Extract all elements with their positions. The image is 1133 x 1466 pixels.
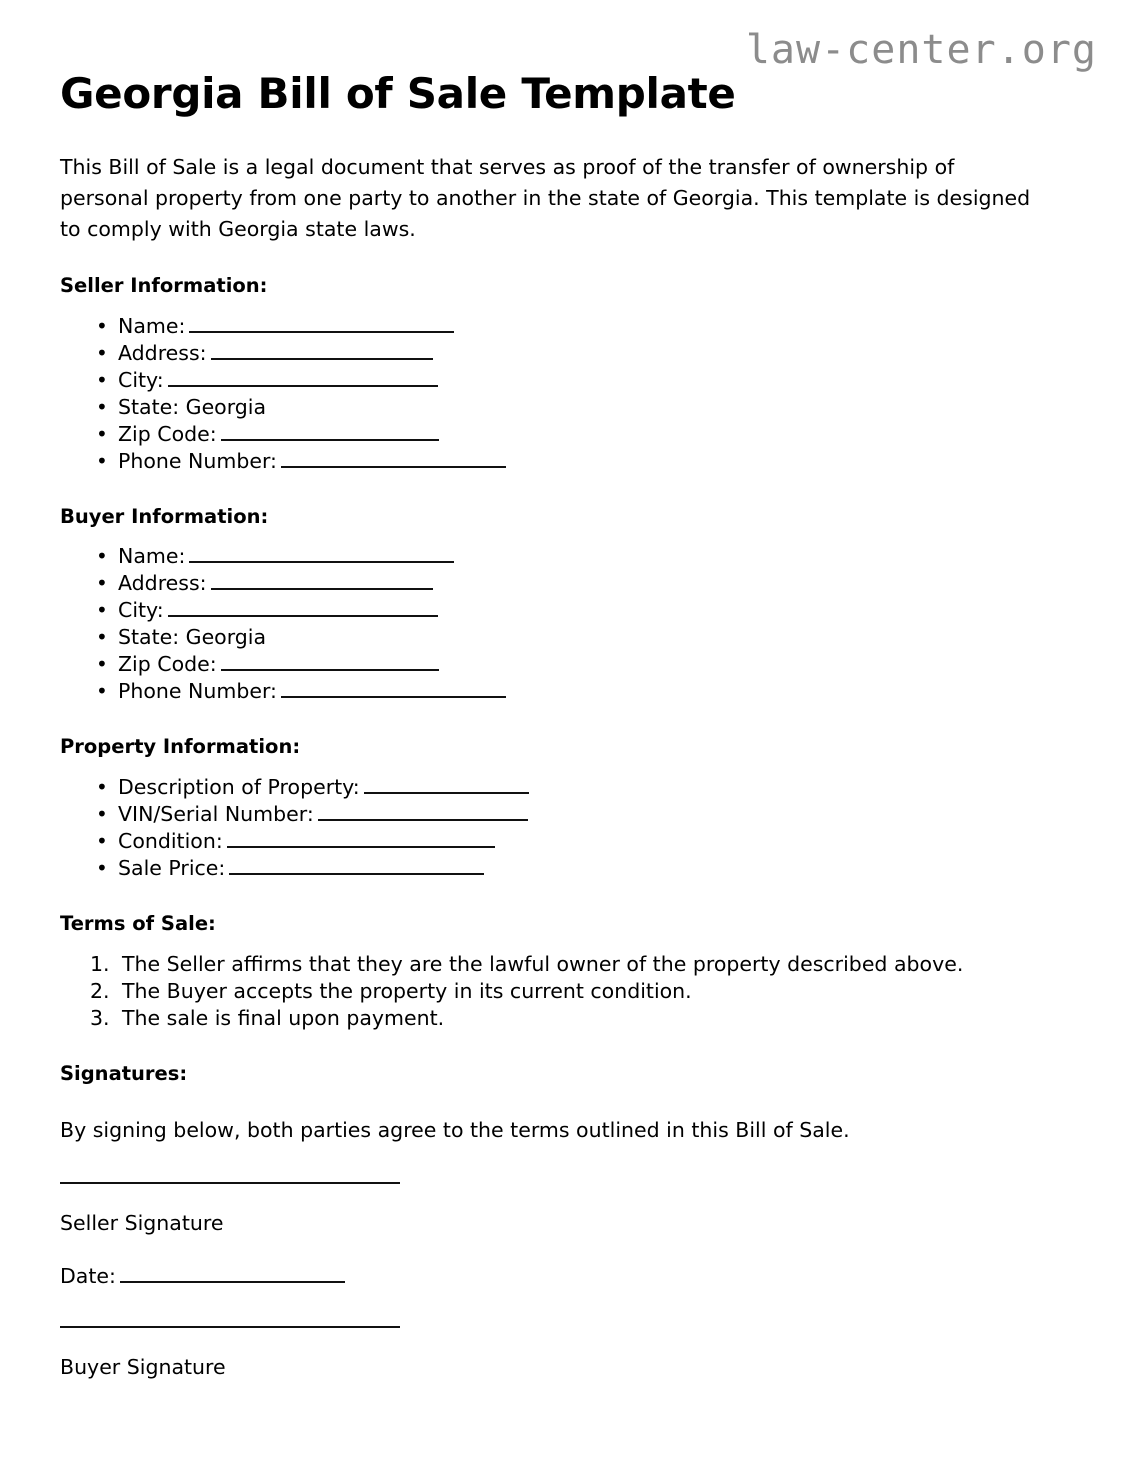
buyer-field-list (60, 528, 1073, 705)
terms-list (60, 935, 1073, 1032)
signatures-heading: Signatures: (60, 1061, 188, 1085)
seller-signature-label: Seller Signature (60, 1211, 224, 1236)
list-item (60, 951, 1073, 978)
term-text: The sale is final upon payment. (122, 1005, 445, 1030)
bullet-icon: • (96, 448, 108, 473)
bullet-icon: • (96, 828, 108, 853)
field-label: City: (118, 598, 164, 623)
field-blank[interactable] (168, 368, 438, 387)
date-blank[interactable] (120, 1264, 345, 1283)
seller-information-heading: Seller Information: (60, 274, 268, 298)
bullet-icon: • (96, 367, 108, 392)
list-item (60, 624, 1073, 651)
bullet-icon: • (96, 313, 108, 338)
field-label: Zip Code: (118, 421, 217, 446)
bullet-icon: • (96, 801, 108, 826)
list-item (60, 340, 1073, 367)
field-label: City: (118, 367, 164, 392)
list-item (60, 651, 1073, 678)
field-label: Zip Code: (118, 652, 217, 677)
list-item (60, 421, 1073, 448)
bullet-icon: • (96, 855, 108, 880)
bullet-icon: • (96, 625, 108, 650)
page-title: Georgia Bill of Sale Template (60, 69, 736, 118)
list-item (60, 1005, 1073, 1032)
property-information-heading: Property Information: (60, 735, 301, 759)
field-blank[interactable] (227, 829, 495, 848)
buyer-signature-block (60, 1290, 1073, 1381)
bullet-icon: • (96, 652, 108, 677)
field-blank[interactable] (189, 544, 454, 563)
list-item (60, 543, 1073, 570)
field-label: State: Georgia (118, 394, 267, 419)
field-blank[interactable] (364, 775, 529, 794)
bullet-icon: • (96, 679, 108, 704)
field-label: Address: (118, 340, 207, 365)
bullet-icon: • (96, 774, 108, 799)
field-label: Name: (118, 313, 186, 338)
buyer-information-heading: Buyer Information: (60, 504, 269, 528)
bullet-icon: • (96, 544, 108, 569)
list-item (60, 313, 1073, 340)
list-item (60, 678, 1073, 705)
date-label: Date: (60, 1264, 116, 1289)
site-watermark: law-center.org (745, 27, 1097, 73)
bullet-icon: • (96, 340, 108, 365)
signing-note: By signing below, both parties agree to the terms outlined in this Bill of Sale. (60, 1118, 850, 1143)
list-item (60, 978, 1073, 1005)
field-blank[interactable] (281, 679, 506, 698)
list-item (60, 570, 1073, 597)
field-blank[interactable] (189, 314, 454, 333)
field-blank[interactable] (221, 652, 439, 671)
list-item (60, 774, 1073, 801)
field-label: Name: (118, 544, 186, 569)
buyer-signature-label: Buyer Signature (60, 1355, 226, 1380)
field-blank[interactable] (221, 422, 439, 441)
field-blank[interactable] (281, 449, 506, 468)
property-field-list (60, 759, 1073, 882)
field-blank[interactable] (318, 802, 528, 821)
terms-of-sale-heading: Terms of Sale: (60, 911, 216, 935)
field-blank[interactable] (229, 856, 484, 875)
field-blank[interactable] (168, 598, 438, 617)
seller-field-list (60, 298, 1073, 475)
list-item (60, 448, 1073, 475)
field-label: Phone Number: (118, 448, 277, 473)
field-blank[interactable] (211, 341, 433, 360)
list-item (60, 855, 1073, 882)
bullet-icon: • (96, 598, 108, 623)
term-text: The Seller affirms that they are the lawful owner of the property described above. (122, 951, 964, 976)
field-label: Description of Property: (118, 774, 360, 799)
term-text: The Buyer accepts the property in its current condition. (122, 978, 692, 1003)
bullet-icon: • (96, 571, 108, 596)
seller-date-row (60, 1237, 1073, 1290)
seller-signature-block (60, 1146, 1073, 1290)
list-number: 3. (90, 1005, 110, 1030)
bullet-icon: • (96, 394, 108, 419)
field-label: State: Georgia (118, 625, 267, 650)
field-label: Phone Number: (118, 679, 277, 704)
field-label: Condition: (118, 828, 223, 853)
field-label: Sale Price: (118, 855, 226, 880)
list-item (60, 367, 1073, 394)
field-label: Address: (118, 571, 207, 596)
intro-paragraph: This Bill of Sale is a legal document that serves as proof of the transfer of ownership of personal property from one party to another in the state of Georgia. This template is designed to comply with Georgia state laws. (60, 155, 1031, 241)
bullet-icon: • (96, 421, 108, 446)
list-item (60, 394, 1073, 421)
list-item (60, 597, 1073, 624)
field-blank[interactable] (211, 571, 433, 590)
list-number: 1. (90, 951, 110, 976)
list-number: 2. (90, 978, 110, 1003)
list-item (60, 828, 1073, 855)
field-label: VIN/Serial Number: (118, 801, 314, 826)
list-item (60, 801, 1073, 828)
